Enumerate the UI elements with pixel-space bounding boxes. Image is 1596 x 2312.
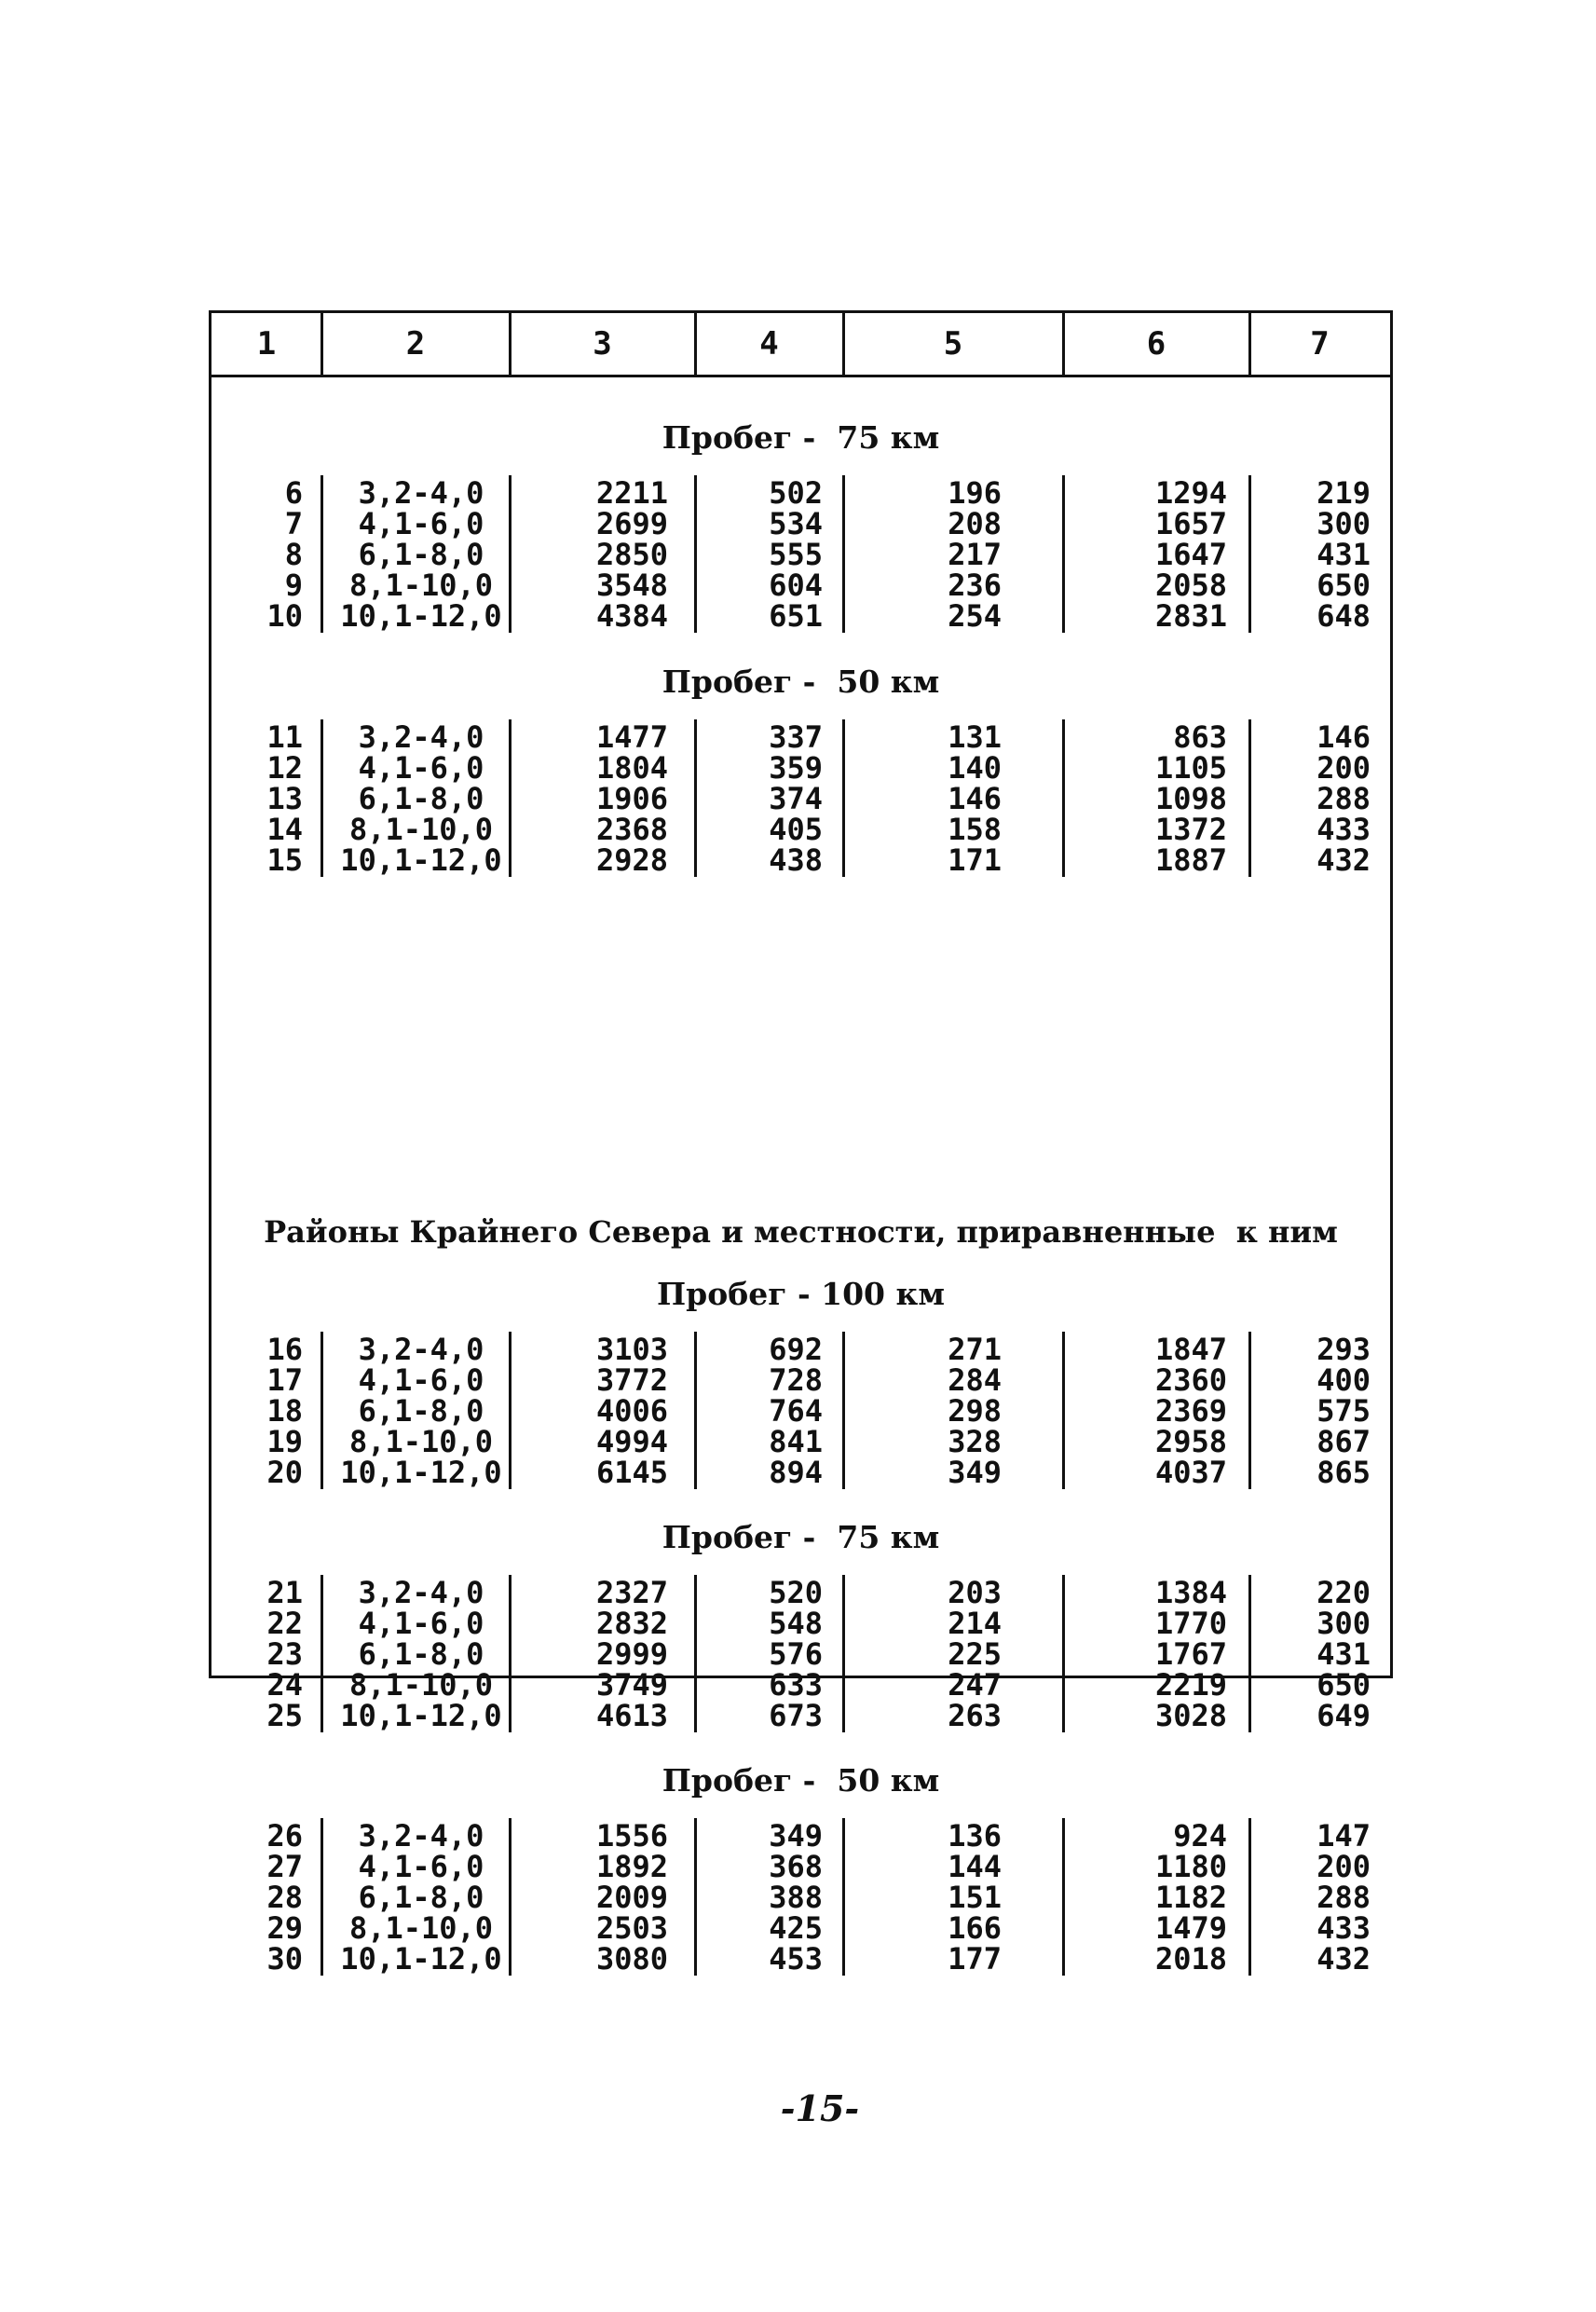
- table-cell: 359: [769, 750, 823, 786]
- table-cell: 6,1-8,0: [358, 537, 484, 572]
- table-cell: 147: [1316, 1818, 1371, 1854]
- table-cell: 438: [769, 842, 823, 878]
- table-cell: 2699: [595, 506, 668, 541]
- mileage-section-title: Пробег - 50 км: [662, 664, 940, 700]
- table-row: [211, 1698, 1390, 1733]
- table-cell: 728: [769, 1362, 823, 1398]
- table-cell: 388: [769, 1880, 823, 1915]
- table-cell: 29: [266, 1910, 303, 1946]
- table-cell: 10,1-12,0: [340, 1941, 502, 1977]
- table-cell: 17: [266, 1362, 303, 1398]
- table-cell: 867: [1316, 1424, 1371, 1459]
- table-cell: 1180: [1154, 1849, 1227, 1884]
- table-cell: 146: [1316, 719, 1371, 755]
- table-row: [211, 1457, 1390, 1488]
- table-cell: 764: [769, 1393, 823, 1429]
- table-cell: 1770: [1154, 1606, 1227, 1641]
- table-cell: 7: [284, 506, 303, 541]
- table-cell: 25: [266, 1698, 303, 1733]
- table-cell: 300: [1316, 1606, 1371, 1641]
- table-cell: 2360: [1154, 1362, 1227, 1398]
- table-cell: 4037: [1154, 1455, 1227, 1490]
- table-cell: 692: [769, 1332, 823, 1367]
- table-cell: 1182: [1154, 1880, 1227, 1915]
- column-divider: [509, 1575, 512, 1732]
- region-title: Районы Крайнего Севера и местности, приравненные к ним: [264, 1214, 1338, 1250]
- table-cell: 200: [1316, 750, 1371, 786]
- column-divider: [321, 1575, 323, 1732]
- column-header: 7: [1310, 325, 1330, 363]
- column-divider: [1248, 1575, 1251, 1732]
- table-cell: 146: [948, 781, 1002, 816]
- column-header: 5: [943, 325, 963, 363]
- table-cell: 576: [769, 1636, 823, 1672]
- column-divider: [694, 719, 697, 877]
- table-row: [211, 1362, 1390, 1398]
- table-cell: 300: [1316, 506, 1371, 541]
- table-cell: 10,1-12,0: [340, 842, 502, 878]
- table-cell: 649: [1316, 1698, 1371, 1733]
- column-divider: [509, 1332, 512, 1489]
- table-cell: 2211: [595, 475, 668, 511]
- table-cell: 453: [769, 1941, 823, 1977]
- column-divider: [1248, 475, 1251, 633]
- table-row: [211, 842, 1390, 878]
- table-cell: 2928: [595, 842, 668, 878]
- table-row: [211, 1849, 1390, 1884]
- table-cell: 12: [266, 750, 303, 786]
- table-cell: 9: [284, 568, 303, 603]
- table-cell: 328: [948, 1424, 1002, 1459]
- table-cell: 1647: [1154, 537, 1227, 572]
- table-cell: 1847: [1154, 1332, 1227, 1367]
- table-row: [211, 719, 1390, 755]
- column-divider: [1062, 1575, 1065, 1732]
- table-cell: 236: [948, 568, 1002, 603]
- table-cell: 405: [769, 812, 823, 847]
- column-divider: [1248, 1332, 1251, 1489]
- column-header: 3: [593, 325, 612, 363]
- table-cell: 1804: [595, 750, 668, 786]
- column-divider: [842, 1332, 845, 1489]
- table-cell: 8,1-10,0: [348, 1667, 494, 1703]
- table-cell: 433: [1316, 1910, 1371, 1946]
- column-divider: [321, 475, 323, 633]
- table-cell: 8: [284, 537, 303, 572]
- table-cell: 400: [1316, 1362, 1371, 1398]
- mileage-section-title: Пробег - 50 км: [662, 1762, 940, 1799]
- table-cell: 219: [1316, 475, 1371, 511]
- table-cell: 3103: [595, 1332, 668, 1367]
- table-cell: 21: [266, 1575, 303, 1610]
- table-cell: 555: [769, 537, 823, 572]
- column-divider: [842, 1818, 845, 1976]
- table-cell: 6,1-8,0: [358, 1636, 484, 1672]
- table-cell: 3749: [595, 1667, 668, 1703]
- table-cell: 1657: [1154, 506, 1227, 541]
- table-cell: 1477: [595, 719, 668, 755]
- table-cell: 208: [948, 506, 1002, 541]
- table-cell: 8,1-10,0: [348, 1910, 494, 1946]
- table-cell: 349: [948, 1455, 1002, 1490]
- table-cell: 548: [769, 1606, 823, 1641]
- table-cell: 633: [769, 1667, 823, 1703]
- table-cell: 298: [948, 1393, 1002, 1429]
- table-cell: 1556: [595, 1818, 668, 1854]
- table-cell: 673: [769, 1698, 823, 1733]
- table-cell: 3,2-4,0: [358, 475, 484, 511]
- column-header: 6: [1146, 325, 1166, 363]
- table-cell: 263: [948, 1698, 1002, 1733]
- table-row: [211, 1941, 1390, 1977]
- table-cell: 863: [1173, 719, 1227, 755]
- column-divider: [321, 1818, 323, 1976]
- table-cell: 1767: [1154, 1636, 1227, 1672]
- table-cell: 23: [266, 1636, 303, 1672]
- table-cell: 10,1-12,0: [340, 1455, 502, 1490]
- table-cell: 225: [948, 1636, 1002, 1672]
- column-divider: [1062, 313, 1065, 375]
- table-cell: 433: [1316, 812, 1371, 847]
- table-cell: 28: [266, 1880, 303, 1915]
- table-cell: 520: [769, 1575, 823, 1610]
- table-cell: 2503: [595, 1910, 668, 1946]
- table-cell: 20: [266, 1455, 303, 1490]
- page-number: -15-: [780, 2087, 860, 2129]
- mileage-section-title: Пробег - 75 км: [662, 419, 940, 456]
- table-row: [211, 1424, 1390, 1459]
- table-cell: 217: [948, 537, 1002, 572]
- table-row: [211, 1334, 1390, 1365]
- table-cell: 3,2-4,0: [358, 1575, 484, 1610]
- column-divider: [694, 1818, 697, 1976]
- column-divider: [694, 313, 697, 375]
- column-divider: [694, 475, 697, 633]
- table-cell: 8,1-10,0: [348, 568, 494, 603]
- table-cell: 18: [266, 1393, 303, 1429]
- table-cell: 1105: [1154, 750, 1227, 786]
- table-cell: 8,1-10,0: [348, 812, 494, 847]
- table-cell: 4613: [595, 1698, 668, 1733]
- column-divider: [694, 1332, 697, 1489]
- column-header: 2: [405, 325, 426, 363]
- table-cell: 6: [284, 475, 303, 511]
- table-cell: 650: [1316, 1667, 1371, 1703]
- mileage-section-title: Пробег - 100 км: [656, 1276, 946, 1312]
- table-row: [211, 1818, 1390, 1854]
- table-cell: 284: [948, 1362, 1002, 1398]
- table-cell: 151: [948, 1880, 1002, 1915]
- table-cell: 200: [1316, 1849, 1371, 1884]
- column-divider: [321, 1332, 323, 1489]
- table-cell: 337: [769, 719, 823, 755]
- table-cell: 10,1-12,0: [340, 1698, 502, 1733]
- table-cell: 4,1-6,0: [358, 1362, 484, 1398]
- table-cell: 13: [266, 781, 303, 816]
- table-cell: 288: [1316, 1880, 1371, 1915]
- table-cell: 271: [948, 1332, 1002, 1367]
- table-cell: 1372: [1154, 812, 1227, 847]
- mileage-section-title: Пробег - 75 км: [662, 1519, 940, 1555]
- table-cell: 648: [1316, 598, 1371, 634]
- table-cell: 1479: [1154, 1910, 1227, 1946]
- table-cell: 2219: [1154, 1667, 1227, 1703]
- table-cell: 431: [1316, 537, 1371, 572]
- table-cell: 2850: [595, 537, 668, 572]
- table-cell: 177: [948, 1941, 1002, 1977]
- table-cell: 4006: [595, 1393, 668, 1429]
- table-cell: 4,1-6,0: [358, 1606, 484, 1641]
- table-cell: 2058: [1154, 568, 1227, 603]
- table-cell: 894: [769, 1455, 823, 1490]
- table-cell: 534: [769, 506, 823, 541]
- table-row: [211, 475, 1390, 511]
- table-cell: 14: [266, 812, 303, 847]
- table-cell: 3,2-4,0: [358, 1818, 484, 1854]
- table-cell: 2009: [595, 1880, 668, 1915]
- table-cell: 166: [948, 1910, 1002, 1946]
- table-cell: 3,2-4,0: [358, 719, 484, 755]
- table-cell: 214: [948, 1606, 1002, 1641]
- data-table: [209, 310, 1393, 1977]
- table-row: [211, 750, 1390, 786]
- table-cell: 140: [948, 750, 1002, 786]
- table-cell: 2958: [1154, 1424, 1227, 1459]
- column-divider: [1062, 719, 1065, 877]
- table-cell: 4,1-6,0: [358, 506, 484, 541]
- column-divider: [1248, 313, 1251, 375]
- table-cell: 2369: [1154, 1393, 1227, 1429]
- table-cell: 203: [948, 1575, 1002, 1610]
- column-divider: [842, 1575, 845, 1732]
- column-header: 1: [256, 325, 277, 363]
- table-row: [211, 1393, 1390, 1429]
- table-cell: 4,1-6,0: [358, 750, 484, 786]
- table-cell: 924: [1173, 1818, 1227, 1854]
- column-divider: [321, 719, 323, 877]
- table-cell: 2018: [1154, 1941, 1227, 1977]
- table-cell: 158: [948, 812, 1002, 847]
- table-cell: 431: [1316, 1636, 1371, 1672]
- table-cell: 3080: [595, 1941, 668, 1977]
- table-cell: 2327: [595, 1575, 668, 1610]
- table-row: [211, 814, 1390, 845]
- table-cell: 24: [266, 1667, 303, 1703]
- column-divider: [1062, 475, 1065, 633]
- table-cell: 502: [769, 475, 823, 511]
- table-cell: 254: [948, 598, 1002, 634]
- table-cell: 425: [769, 1910, 823, 1946]
- table-cell: 4,1-6,0: [358, 1849, 484, 1884]
- table-cell: 16: [266, 1332, 303, 1367]
- column-divider: [1248, 719, 1251, 877]
- column-divider: [509, 719, 512, 877]
- table-row: [211, 1575, 1390, 1610]
- table-cell: 2999: [595, 1636, 668, 1672]
- table-cell: 144: [948, 1849, 1002, 1884]
- table-cell: 27: [266, 1849, 303, 1884]
- table-header-row: [211, 313, 1390, 377]
- table-cell: 1384: [1154, 1575, 1227, 1610]
- table-cell: 1892: [595, 1849, 668, 1884]
- table-cell: 171: [948, 842, 1002, 878]
- table-cell: 19: [266, 1424, 303, 1459]
- table-cell: 4994: [595, 1424, 668, 1459]
- table-cell: 432: [1316, 842, 1371, 878]
- table-row: [211, 598, 1390, 634]
- table-cell: 841: [769, 1424, 823, 1459]
- table-cell: 30: [266, 1941, 303, 1977]
- table-cell: 247: [948, 1667, 1002, 1703]
- table-row: [211, 781, 1390, 816]
- table-cell: 1098: [1154, 781, 1227, 816]
- table-cell: 3028: [1154, 1698, 1227, 1733]
- table-cell: 2831: [1154, 598, 1227, 634]
- table-cell: 196: [948, 475, 1002, 511]
- table-cell: 2832: [595, 1606, 668, 1641]
- table-cell: 136: [948, 1818, 1002, 1854]
- table-cell: 3772: [595, 1362, 668, 1398]
- column-divider: [509, 313, 512, 375]
- table-cell: 3,2-4,0: [358, 1332, 484, 1367]
- table-cell: 368: [769, 1849, 823, 1884]
- table-cell: 374: [769, 781, 823, 816]
- table-cell: 220: [1316, 1575, 1371, 1610]
- table-cell: 26: [266, 1818, 303, 1854]
- column-header: 4: [759, 325, 779, 363]
- table-cell: 865: [1316, 1455, 1371, 1490]
- column-divider: [694, 1575, 697, 1732]
- table-row: [211, 1910, 1390, 1946]
- table-cell: 349: [769, 1818, 823, 1854]
- table-cell: 1887: [1154, 842, 1227, 878]
- table-row: [211, 1636, 1390, 1672]
- table-cell: 575: [1316, 1393, 1371, 1429]
- column-divider: [1062, 1332, 1065, 1489]
- table-cell: 1906: [595, 781, 668, 816]
- table-cell: 604: [769, 568, 823, 603]
- table-cell: 1294: [1154, 475, 1227, 511]
- table-row: [211, 570, 1390, 601]
- column-divider: [509, 1818, 512, 1976]
- column-divider: [321, 313, 323, 375]
- table-cell: 131: [948, 719, 1002, 755]
- table-row: [211, 1882, 1390, 1913]
- table-cell: 6,1-8,0: [358, 1393, 484, 1429]
- table-cell: 6145: [595, 1455, 668, 1490]
- table-cell: 432: [1316, 1941, 1371, 1977]
- table-row: [211, 506, 1390, 541]
- table-cell: 6,1-8,0: [358, 1880, 484, 1915]
- table-cell: 2368: [595, 812, 668, 847]
- column-divider: [842, 313, 845, 375]
- table-cell: 650: [1316, 568, 1371, 603]
- column-divider: [842, 719, 845, 877]
- table-cell: 8,1-10,0: [348, 1424, 494, 1459]
- table-cell: 6,1-8,0: [358, 781, 484, 816]
- table-cell: 15: [266, 842, 303, 878]
- table-cell: 3548: [595, 568, 668, 603]
- table-cell: 10,1-12,0: [340, 598, 502, 634]
- table-cell: 293: [1316, 1332, 1371, 1367]
- table-row: [211, 1608, 1390, 1639]
- table-cell: 11: [266, 719, 303, 755]
- column-divider: [1248, 1818, 1251, 1976]
- table-cell: 22: [266, 1606, 303, 1641]
- table-row: [211, 1667, 1390, 1703]
- column-divider: [509, 475, 512, 633]
- table-row: [211, 537, 1390, 572]
- table-cell: 288: [1316, 781, 1371, 816]
- table-cell: 651: [769, 598, 823, 634]
- column-divider: [1062, 1818, 1065, 1976]
- table-cell: 4384: [595, 598, 668, 634]
- table-cell: 10: [266, 598, 303, 634]
- column-divider: [842, 475, 845, 633]
